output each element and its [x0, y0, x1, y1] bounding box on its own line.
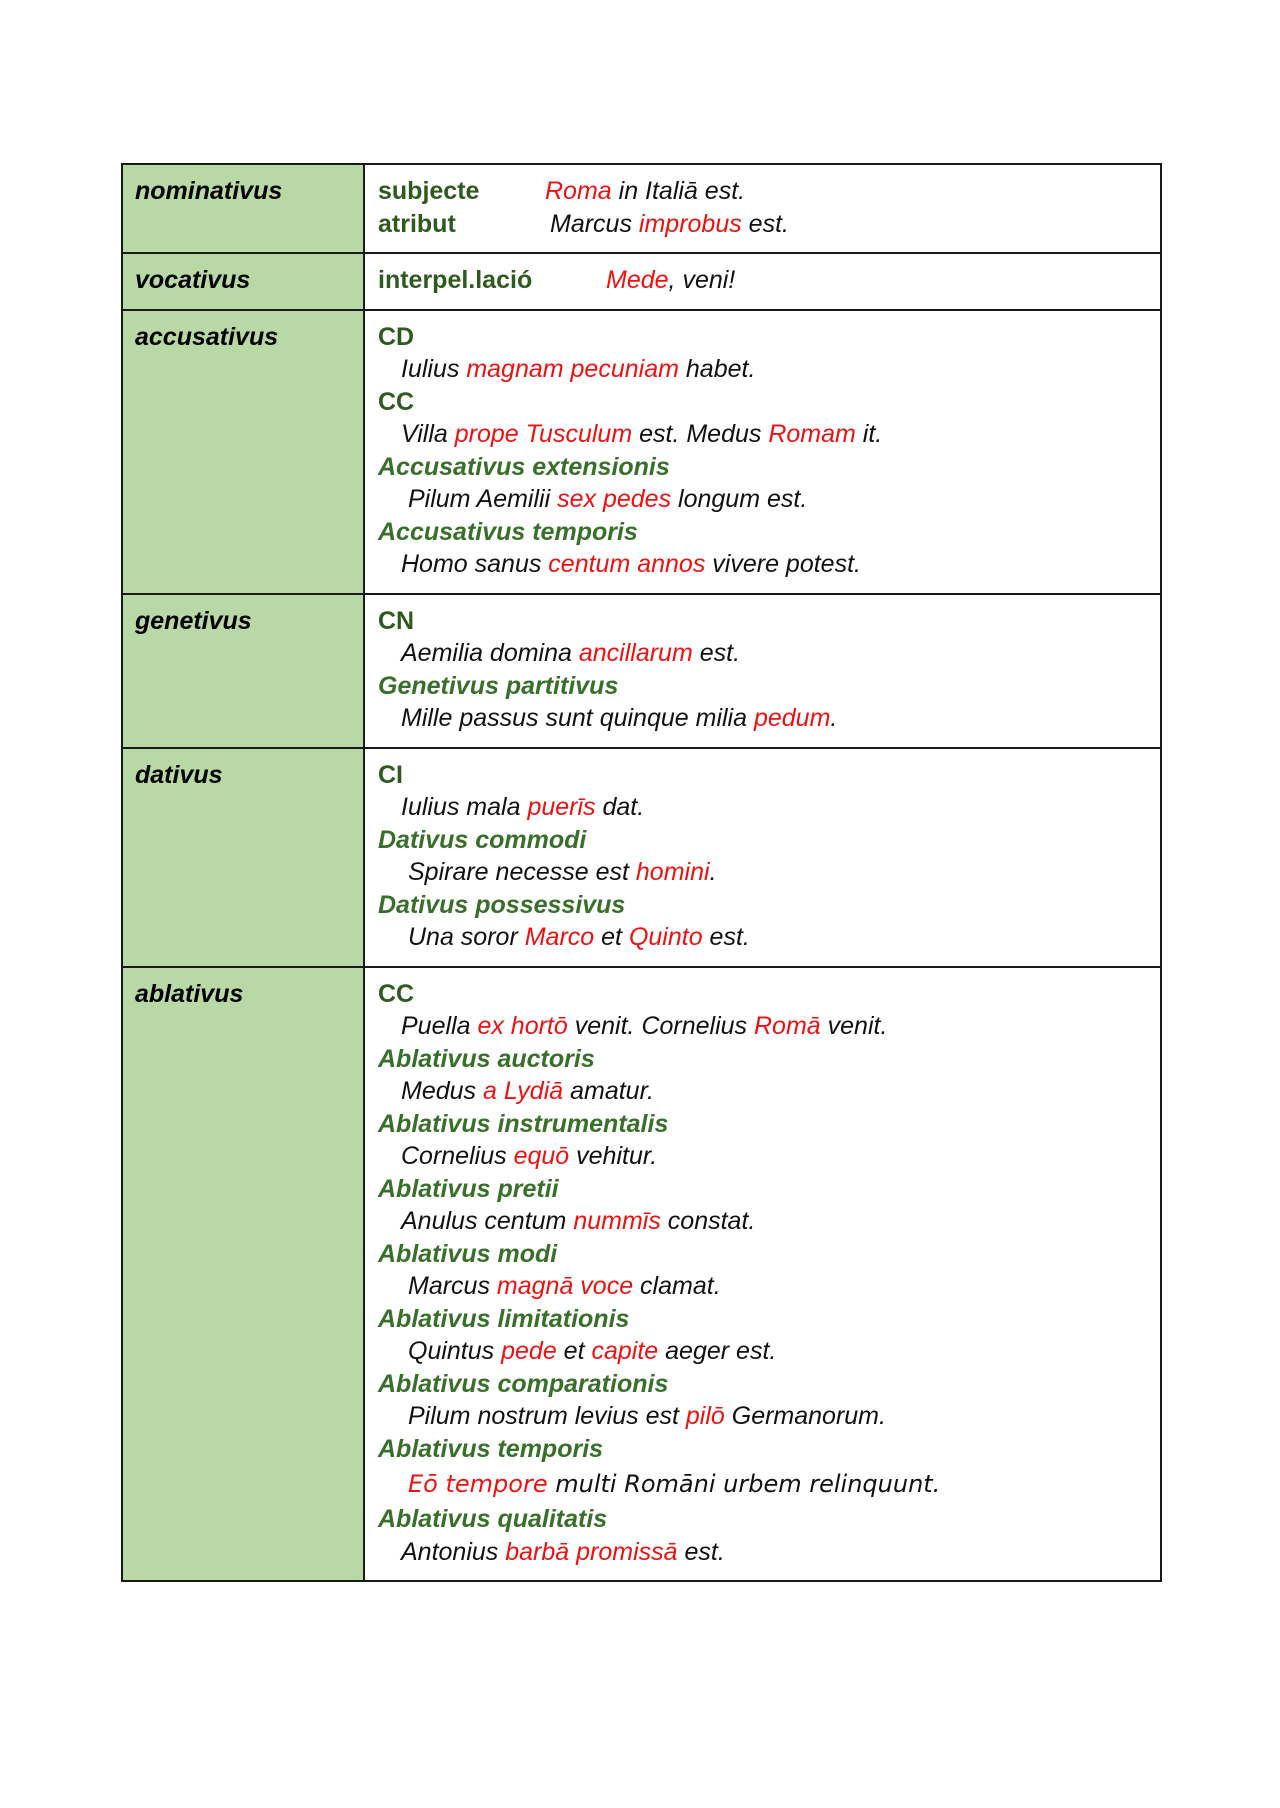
- highlighted-phrase: Mede: [606, 266, 669, 294]
- example-sentence: [378, 1270, 1150, 1303]
- sentence-text: dat.: [595, 793, 645, 821]
- sentence-text: Marcus: [408, 1272, 497, 1300]
- example-sentence: [378, 1205, 1150, 1238]
- case-name: ablativus: [122, 967, 364, 1582]
- sentence-text: habet.: [678, 355, 756, 383]
- row-accusativus: [122, 310, 1161, 594]
- example-sentence: [378, 1465, 1150, 1503]
- highlighted-phrase: pedum: [753, 704, 831, 732]
- sentence-text: Cornelius: [401, 1142, 514, 1170]
- highlighted-phrase: Roma: [545, 177, 612, 205]
- row-nominativus: [122, 164, 1161, 253]
- highlighted-phrase: magnam pecuniam: [466, 355, 679, 383]
- highlighted-phrase: pilō: [685, 1402, 725, 1430]
- usage-label: Genetivus partitivus: [378, 671, 619, 700]
- highlighted-phrase: a Lydiā: [482, 1077, 564, 1105]
- highlighted-phrase: magnā voce: [496, 1272, 634, 1300]
- usage-label: Ablativus instrumentalis: [378, 1109, 669, 1138]
- row-ablativus: [122, 967, 1161, 1582]
- example-sentence: [378, 1075, 1150, 1108]
- latin-cases-table: [121, 163, 1162, 1582]
- sentence-text: venit. Cornelius: [567, 1012, 754, 1040]
- example-sentence: [378, 483, 1150, 516]
- highlighted-phrase: Marco: [524, 923, 595, 951]
- example-sentence: [378, 1140, 1150, 1173]
- highlighted-phrase: improbus: [638, 209, 742, 238]
- example-sentence: [378, 548, 1150, 581]
- usage-label: CN: [378, 606, 415, 635]
- usage-label: CC: [378, 979, 415, 1008]
- highlighted-phrase: sex pedes: [557, 485, 672, 513]
- sentence-text: amatur.: [563, 1077, 654, 1105]
- highlighted-phrase: Quinto: [628, 923, 703, 951]
- usage-label: Ablativus auctoris: [378, 1044, 595, 1073]
- sentence-text: et: [594, 923, 629, 951]
- usage-label: CC: [378, 387, 415, 416]
- sentence-text: vivere potest.: [705, 550, 861, 578]
- usage-label: subjecte: [378, 177, 480, 205]
- usage-label: Accusativus extensionis: [378, 452, 670, 481]
- usage-line: [378, 208, 1150, 241]
- usage-label: CD: [378, 322, 415, 351]
- row-genetivus: [122, 594, 1161, 748]
- sentence-text: Iulius mala: [401, 793, 528, 821]
- sentence-text: , veni!: [668, 266, 736, 294]
- highlighted-phrase: puerīs: [527, 793, 596, 821]
- sentence-text: in Italiā est.: [611, 177, 746, 205]
- usage-label: Ablativus modi: [378, 1239, 558, 1268]
- case-content: [364, 164, 1161, 253]
- example-sentence: [378, 637, 1150, 670]
- sentence-text: Spirare necesse est: [408, 858, 636, 886]
- sentence-text: clamat.: [633, 1272, 721, 1300]
- sentence-text: Mille passus sunt quinque milia: [401, 704, 754, 732]
- sentence-text: Iulius: [401, 355, 467, 383]
- highlighted-phrase: pede: [501, 1337, 557, 1365]
- case-name: accusativus: [122, 310, 364, 594]
- sentence-text: aeger est.: [658, 1337, 777, 1365]
- example-sentence: [606, 266, 735, 294]
- case-name: dativus: [122, 748, 364, 967]
- sentence-text: est.: [677, 1537, 725, 1566]
- sentence-text: multi Romāni urbem relinquunt.: [547, 1470, 941, 1498]
- sentence-text: Puella: [401, 1012, 478, 1040]
- highlighted-phrase: equō: [513, 1142, 570, 1170]
- usage-label: Ablativus pretii: [378, 1174, 559, 1203]
- highlighted-phrase: capite: [591, 1337, 659, 1365]
- usage-line: [378, 175, 1150, 208]
- row-dativus: [122, 748, 1161, 967]
- sentence-text: Quintus: [408, 1337, 502, 1365]
- sentence-text: Aemilia domina: [401, 639, 579, 667]
- sentence-text: Pilum nostrum levius est: [408, 1402, 686, 1430]
- case-content: [364, 594, 1161, 748]
- highlighted-phrase: Romam: [768, 420, 856, 448]
- highlighted-phrase: centum annos: [548, 550, 706, 578]
- usage-line: [378, 264, 1150, 297]
- sentence-text: est.: [692, 639, 741, 667]
- example-sentence: [545, 177, 745, 205]
- usage-label: Ablativus temporis: [378, 1434, 604, 1463]
- example-sentence: [378, 921, 1150, 954]
- case-content: [364, 310, 1161, 594]
- sentence-text: est.: [702, 923, 750, 951]
- sentence-text: Anulus centum: [401, 1207, 574, 1235]
- usage-label: Ablativus qualitatis: [378, 1505, 608, 1533]
- highlighted-phrase: ancillarum: [578, 639, 693, 667]
- sentence-text: it.: [855, 420, 883, 448]
- usage-label: interpel.lació: [378, 266, 533, 294]
- usage-label: Ablativus comparationis: [378, 1369, 669, 1398]
- highlighted-phrase: Romā: [754, 1012, 821, 1040]
- sentence-text: Medus: [401, 1077, 483, 1105]
- highlighted-phrase: nummīs: [573, 1207, 661, 1235]
- sentence-text: Marcus: [550, 209, 639, 238]
- usage-label: Dativus possessivus: [378, 890, 626, 919]
- sentence-text: Una soror: [408, 923, 525, 951]
- sentence-text: .: [709, 858, 717, 886]
- example-sentence: [378, 1335, 1150, 1368]
- usage-label: atribut: [378, 209, 456, 238]
- sentence-text: Villa: [401, 420, 455, 448]
- example-sentence: [378, 702, 1150, 735]
- highlighted-phrase: prope Tusculum: [454, 420, 633, 448]
- sentence-text: .: [830, 704, 838, 732]
- sentence-text: constat.: [660, 1207, 756, 1235]
- example-sentence: [378, 1536, 1150, 1569]
- sentence-text: est. Medus: [632, 420, 769, 448]
- sentence-text: Germanorum.: [724, 1402, 886, 1430]
- example-sentence: [550, 210, 789, 238]
- case-content: [364, 967, 1161, 1582]
- example-sentence: [378, 418, 1150, 451]
- highlighted-phrase: Eō tempore: [408, 1470, 548, 1498]
- sentence-text: Homo sanus: [401, 550, 549, 578]
- usage-label: Ablativus limitationis: [378, 1304, 630, 1333]
- sentence-text: Antonius: [401, 1537, 506, 1566]
- case-content: [364, 748, 1161, 967]
- example-sentence: [378, 856, 1150, 889]
- example-sentence: [378, 1400, 1150, 1433]
- row-vocativus: [122, 253, 1161, 310]
- case-name: vocativus: [122, 253, 364, 310]
- highlighted-phrase: homini: [635, 858, 710, 886]
- usage-label: Accusativus temporis: [378, 517, 638, 546]
- case-name: nominativus: [122, 164, 364, 253]
- usage-label: CI: [378, 760, 403, 789]
- sentence-text: Pilum Aemilii: [408, 485, 558, 513]
- sentence-text: et: [556, 1337, 592, 1365]
- highlighted-phrase: ex hortō: [477, 1012, 568, 1040]
- usage-label: Dativus commodi: [378, 825, 587, 854]
- sentence-text: est.: [741, 209, 789, 238]
- highlighted-phrase: barbā promissā: [505, 1537, 678, 1566]
- sentence-text: longum est.: [671, 485, 808, 513]
- example-sentence: [378, 353, 1150, 386]
- example-sentence: [378, 1010, 1150, 1043]
- sentence-text: vehitur.: [569, 1142, 658, 1170]
- sentence-text: venit.: [820, 1012, 888, 1040]
- example-sentence: [378, 791, 1150, 824]
- case-content: [364, 253, 1161, 310]
- case-name: genetivus: [122, 594, 364, 748]
